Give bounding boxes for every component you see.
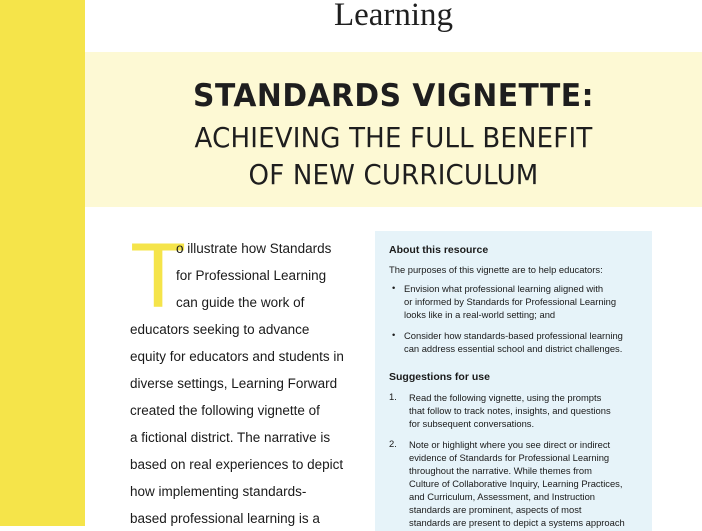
step-line: throughout the narrative. While themes from bbox=[409, 465, 592, 476]
intro-line: for Professional Learning bbox=[176, 268, 327, 283]
intro-line: o illustrate how Standards bbox=[176, 241, 332, 256]
intro-line: diverse settings, Learning Forward bbox=[130, 376, 338, 391]
about-intro: The purposes of this vignette are to help educators: bbox=[389, 264, 603, 275]
bullet-line: or informed by Standards for Professional Learning bbox=[404, 296, 617, 307]
about-heading: About this resource bbox=[389, 244, 489, 256]
step-number: 2. bbox=[389, 438, 397, 449]
step-line: Culture of Collaborative Inquiry, Learning Practices, bbox=[409, 478, 623, 489]
suggestions-heading: Suggestions for use bbox=[389, 371, 490, 383]
bullet-line: Consider how standards-based professional learning bbox=[404, 330, 623, 341]
about-resource-box bbox=[375, 231, 652, 531]
page-header-title: Learning bbox=[333, 0, 454, 33]
step-line: standards are present to depict a systems approach bbox=[409, 517, 625, 528]
step-line: standards are prominent, aspects of most bbox=[409, 504, 582, 515]
intro-line: based professional learning is a bbox=[130, 511, 320, 526]
vignette-subtitle-line-1: ACHIEVING THE FULL BENEFIT bbox=[194, 121, 593, 154]
bullet-line: looks like in a real-world setting; and bbox=[404, 309, 556, 320]
intro-line: a fictional district. The narrative is bbox=[130, 430, 331, 445]
step-line: Read the following vignette, using the prompts bbox=[409, 392, 602, 403]
step-line: that follow to track notes, insights, and questions bbox=[409, 405, 611, 416]
drop-cap-letter: T bbox=[130, 225, 187, 327]
bullet-marker: • bbox=[392, 329, 396, 340]
step-number: 1. bbox=[389, 391, 397, 402]
intro-line: can guide the work of bbox=[176, 295, 305, 310]
bullet-line: can address essential school and district challenges. bbox=[404, 343, 623, 354]
step-line: Note or highlight where you see direct or indirect bbox=[409, 439, 611, 450]
intro-line: educators seeking to advance bbox=[130, 322, 310, 337]
intro-line: based on real experiences to depict bbox=[130, 457, 344, 472]
step-line: evidence of Standards for Professional Learning bbox=[409, 452, 610, 463]
yellow-side-bar bbox=[0, 0, 85, 526]
bullet-line: Envision what professional learning aligned with bbox=[404, 283, 604, 294]
intro-line: created the following vignette of bbox=[130, 403, 320, 418]
step-line: and Curriculum, Assessment, and Instruction bbox=[409, 491, 596, 502]
intro-line: how implementing standards- bbox=[130, 484, 307, 499]
bullet-marker: • bbox=[392, 282, 396, 293]
title-band bbox=[85, 52, 702, 207]
step-line: for subsequent conversations. bbox=[409, 418, 535, 429]
vignette-title: STANDARDS VIGNETTE: bbox=[193, 78, 594, 114]
intro-line: equity for educators and students in bbox=[130, 349, 344, 364]
vignette-subtitle-line-2: OF NEW CURRICULUM bbox=[248, 158, 539, 191]
